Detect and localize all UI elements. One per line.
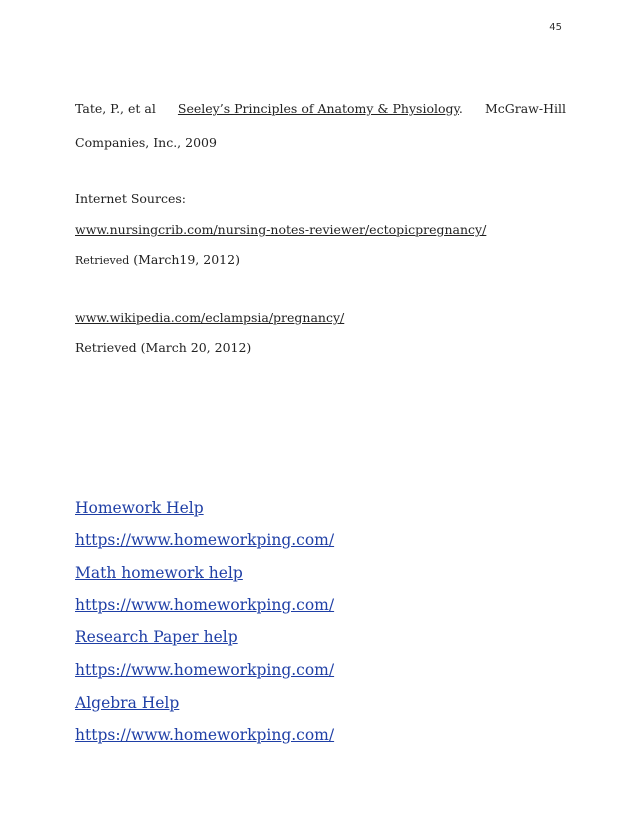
link-homeworkping-4[interactable]: https://www.homeworkping.com/	[75, 726, 335, 744]
reference-title: Seeley’s Principles of Anatomy & Physiology	[177, 101, 459, 116]
reference-title-period: .	[458, 101, 463, 116]
link-algebra-help[interactable]: Algebra Help	[75, 694, 180, 712]
source-retrieved-1	[75, 251, 240, 270]
source-url-nursingcrib[interactable]: www.nursingcrib.com/nursing-notes-reviewer/ectopicpregnancy/	[75, 222, 487, 237]
link-homeworkping-3[interactable]: https://www.homeworkping.com/	[75, 661, 335, 679]
reference-tate-line2: Companies, Inc., 2009	[75, 135, 217, 150]
link-homework-help[interactable]: Homework Help	[75, 499, 204, 517]
reference-publisher: McGraw-Hill	[484, 101, 566, 116]
source-url-wikipedia[interactable]: www.wikipedia.com/eclampsia/pregnancy/	[75, 310, 345, 325]
reference-title-wrap	[178, 100, 463, 118]
retrieved-label: Retrieved	[75, 254, 130, 267]
link-homeworkping-2[interactable]: https://www.homeworkping.com/	[75, 596, 335, 614]
retrieved-date: (March19, 2012)	[133, 252, 240, 267]
reference-tate-line1	[75, 100, 566, 118]
link-math-homework-help[interactable]: Math homework help	[75, 564, 243, 582]
source-retrieved-2: Retrieved (March 20, 2012)	[75, 340, 252, 355]
page-number: 45	[549, 22, 562, 33]
reference-author: Tate, P., et al	[75, 101, 156, 116]
internet-sources-heading: Internet Sources:	[75, 191, 186, 206]
link-homeworkping-1[interactable]: https://www.homeworkping.com/	[75, 531, 335, 549]
link-research-paper-help[interactable]: Research Paper help	[75, 628, 238, 646]
